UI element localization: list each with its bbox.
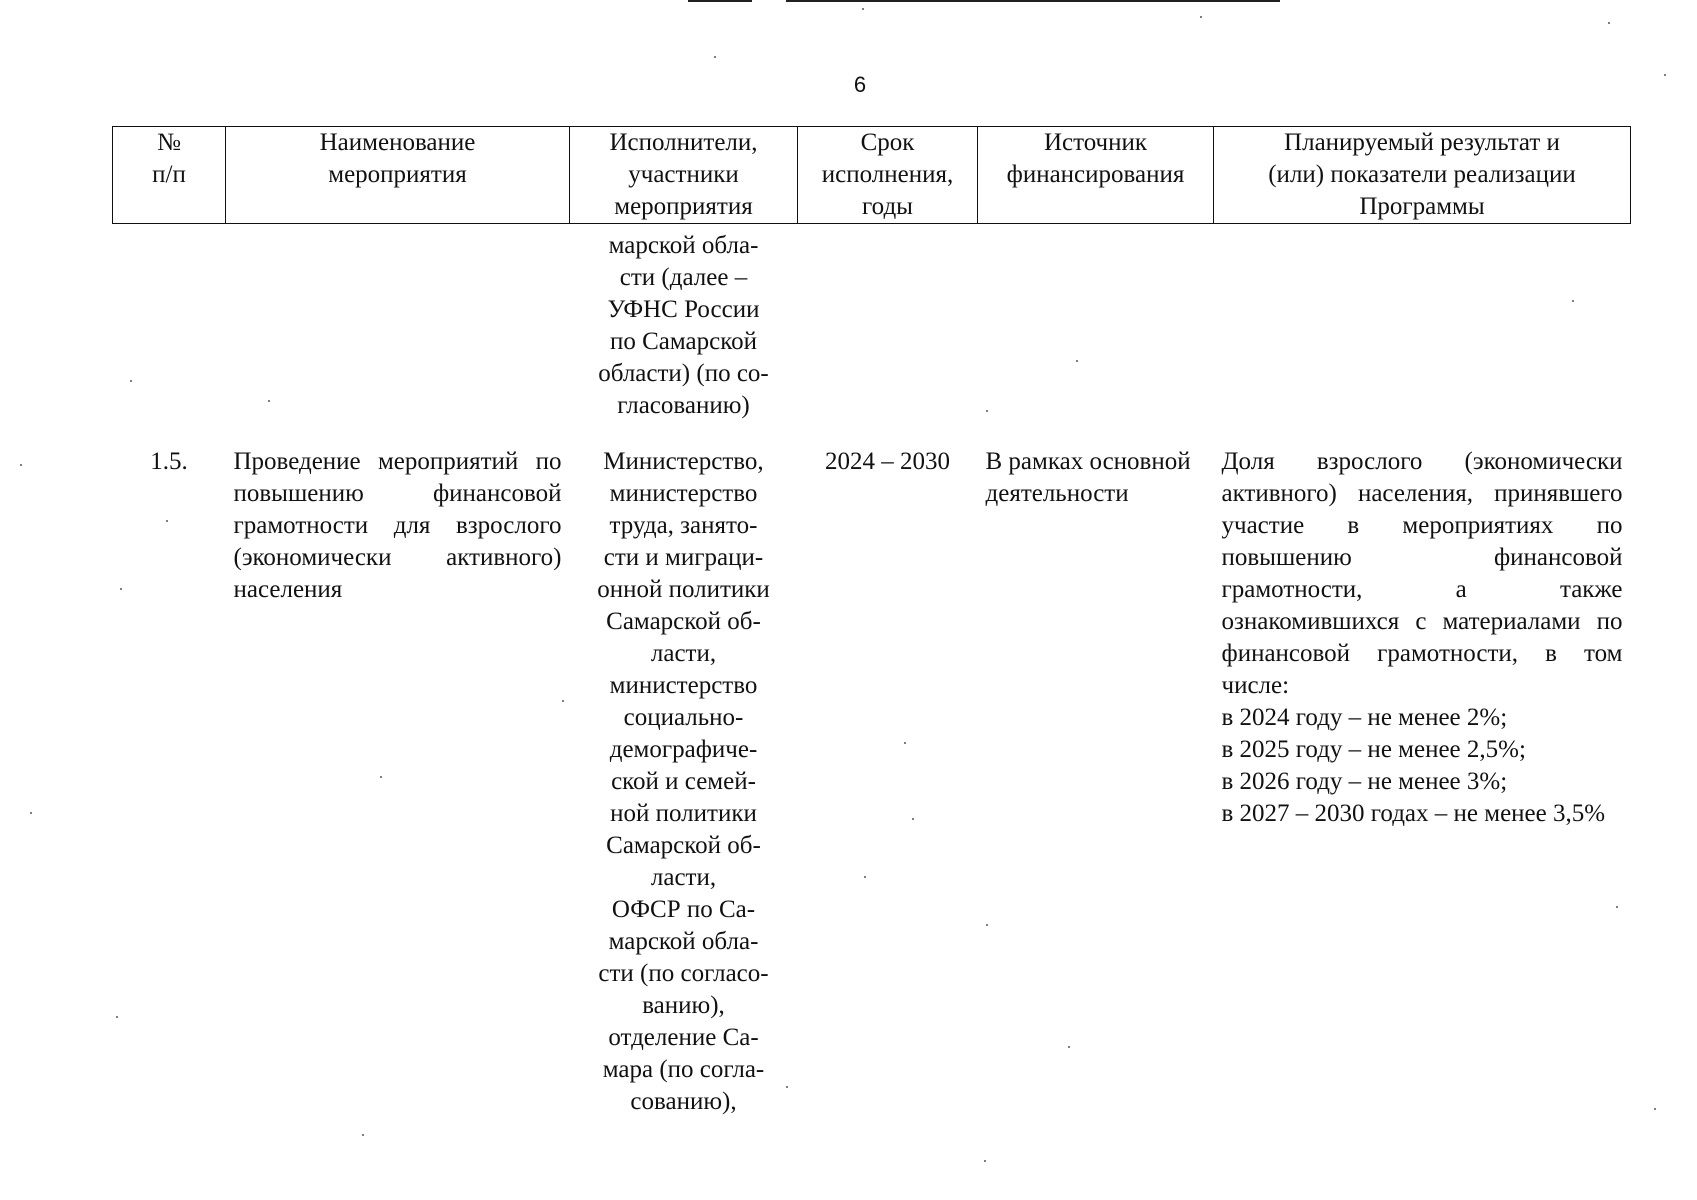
scan-dust [1608,22,1610,24]
scan-dust [904,742,906,744]
table-header-row [113,127,1631,224]
cell-empty [1214,224,1631,431]
executor-line: сти и миграци- [603,544,764,571]
scan-dust [986,924,988,926]
executor-line: министерство [609,480,758,507]
header-line: Источник [1043,129,1148,156]
header-line: Срок [860,129,915,156]
cell-funding-source [978,430,1214,1118]
executor-line: Министерство, [603,448,764,475]
scan-dust [862,8,864,10]
cell-executors-continuation [570,224,798,431]
header-line: Программы [1359,193,1485,220]
cell-empty [226,224,570,431]
cell-activity-name [226,430,570,1118]
executor-line: ОФСР по Са- [611,896,756,923]
header-line: Исполнители, [609,129,758,156]
executor-line: труда, занято- [609,512,758,539]
header-planned-result [1214,127,1631,224]
table-row-1-5 [113,430,1631,1118]
scan-dust [786,1086,788,1088]
header-line: (или) показатели реализации [1268,161,1576,188]
header-line: мероприятия [614,193,753,220]
cell-row-number: 1.5. [150,448,188,475]
cell-planned-result [1214,430,1631,1118]
scan-dust [1068,1046,1070,1048]
header-line: исполнения, [821,161,954,188]
header-line: Наименование [319,129,476,156]
result-line: в 2025 году – не менее 2,5%; [1221,736,1526,763]
executor-line: области) (по со- [598,360,769,387]
header-number [113,127,226,224]
scan-dust [714,56,716,58]
funding-source-text: В рамках основной деятельности [985,448,1191,507]
result-line: в 2024 году – не менее 2%; [1221,704,1508,731]
executor-line: ласти, [650,640,717,667]
scan-dust [1076,360,1078,362]
executor-line: Самарской об- [606,608,761,635]
header-executors [570,127,798,224]
result-line: в 2026 году – не менее 3%; [1221,768,1508,795]
header-activity-name [226,127,570,224]
executor-line: министерство [609,672,758,699]
executor-line: онной политики [597,576,770,603]
scan-dust [362,1134,364,1136]
scan-dust [864,876,866,878]
executor-line: ской и семей- [611,768,756,795]
executor-line: по Самарской [610,328,757,355]
executor-line: УФНС России [607,296,760,323]
header-line: № [157,129,181,156]
executor-line: демографиче- [609,736,758,763]
header-line: участники [628,161,739,188]
header-funding-source [978,127,1214,224]
activity-name-text: Проведение мероприятий по повышению финансовой грамотности для взрослого (экономически активного) населения [233,448,562,603]
header-line: Планируемый результат и [1284,129,1560,156]
executor-line: социально- [623,704,744,731]
executor-line: ласти, [650,864,717,891]
program-activities-table [112,126,1631,1118]
scan-dust [562,700,564,702]
scan-dust [268,400,270,402]
cell-empty [113,224,226,431]
header-term [798,127,978,224]
header-line: мероприятия [328,161,467,188]
scan-dust [1664,74,1666,76]
scan-dust [120,588,122,590]
scan-dust [116,1016,118,1018]
cell-executors [570,430,798,1118]
executor-line: сованию), [630,1088,737,1115]
scan-dust [166,520,168,522]
result-line: в 2027 – 2030 годах – не менее 3,5% [1221,800,1606,827]
header-line: годы [862,193,913,220]
cell-empty [978,224,1214,431]
executor-line: марской обла- [608,928,759,955]
scan-dust [130,380,132,382]
scan-dust [1616,906,1618,908]
header-line: финансирования [1006,161,1185,188]
executor-line: сти (далее – [619,264,748,291]
executor-line: Самарской об- [606,832,761,859]
scan-dust [20,464,22,466]
scan-dust [1200,16,1202,18]
scan-dust [912,818,914,820]
scan-dust [984,1160,986,1162]
executor-line: отделение Са- [608,1024,759,1051]
scan-dust [30,812,32,814]
header-line: п/п [152,161,186,188]
executor-line: гласованию) [617,392,750,419]
scan-artifact-line [688,0,752,2]
page-number: 6 [853,72,867,97]
scan-artifact-line [786,0,1280,2]
cell-term: 2024 – 2030 [825,448,950,475]
executor-line: сти (по согласо- [598,960,769,987]
scan-dust [1654,1108,1656,1110]
scan-dust [986,410,988,412]
executor-line: ванию), [642,992,725,1019]
scan-dust [1572,300,1574,302]
planned-result-text: Доля взрослого (экономически активного) населения, принявшего участие в мероприятиях по повышению финансовой грамотности, а также ознакомившихся с материалами по финансовой грамотности, в том числе: [1221,448,1623,699]
scan-dust [380,776,382,778]
executor-line: марской обла- [608,232,759,259]
cell-empty [798,224,978,431]
executor-line: ной политики [610,800,757,827]
table-row-continuation [113,224,1631,431]
executor-line: мара (по согла- [602,1056,765,1083]
